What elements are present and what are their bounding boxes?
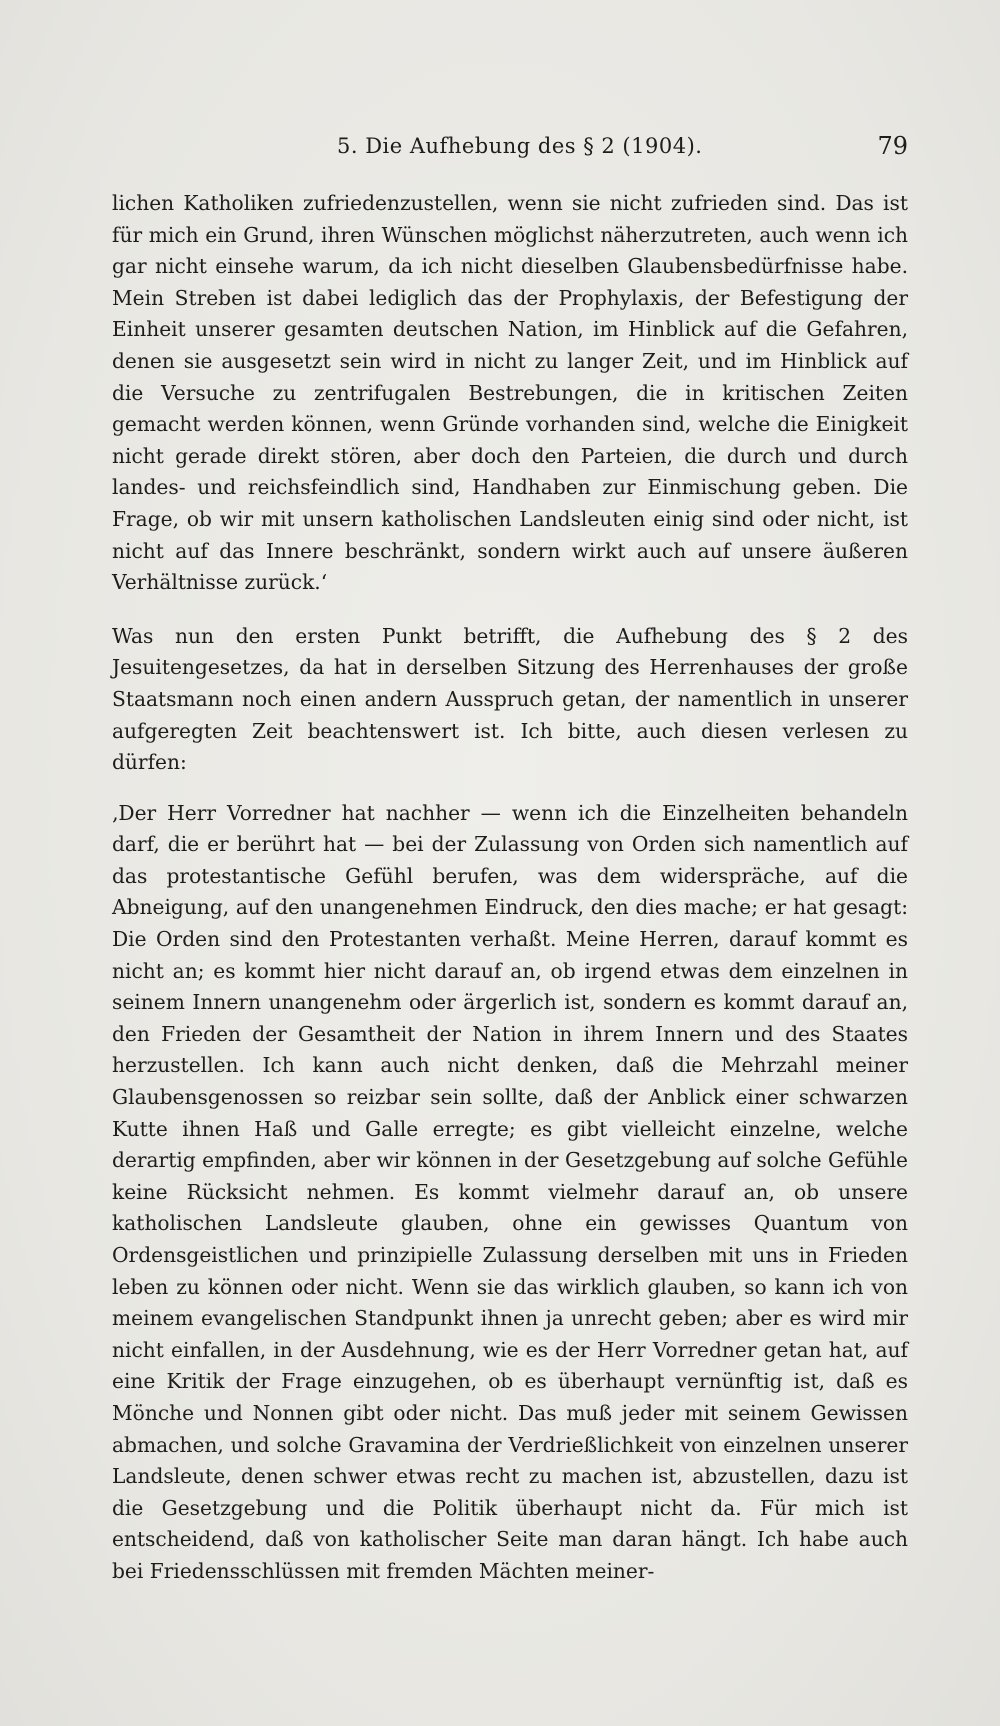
running-head [112,134,908,168]
paragraph-quotation: ‚Der Herr Vorredner hat nachher — wenn ich die Einzelheiten behandeln darf, die er berührt hat — bei der Zulassung von Orden sich namentlich auf das protestantische Gefühl berufen, was dem widerspräche, auf die Abneigung, auf den unangenehmen Eindruck, den dies mache; er hat gesagt: Die Orden sind den Protestanten verhaßt. Meine Herren, darauf kommt es nicht an; es kommt hier nicht darauf an, ob irgend etwas dem einzelnen in seinem Innern unangenehm oder ärgerlich ist, sondern es kommt darauf an, den Frieden der Gesamtheit der Nation in ihrem Innern und des Staates herzustellen. Ich kann auch nicht denken, daß die Mehrzahl meiner Glaubensgenossen so reizbar sein sollte, daß der Anblick einer schwarzen Kutte ihnen Haß und Galle erregte; es gibt vielleicht einzelne, welche derartig empfinden, aber wir können in der Gesetzgebung auf solche Gefühle keine Rücksicht nehmen. Es kommt vielmehr darauf an, ob unsere katholischen Landsleute glauben, ohne ein gewisses Quantum von Ordensgeistlichen und prinzipielle Zulassung derselben mit uns in Frieden leben zu können oder nicht. Wenn sie das wirklich glauben, so kann ich von meinem evangelischen Standpunkt ihnen ja unrecht geben; aber es wird mir nicht einfallen, in der Ausdehnung, wie es der Herr Vorredner getan hat, auf eine Kritik der Frage einzugehen, ob es überhaupt vernünftig ist, daß es Mönche und Nonnen gibt oder nicht. Das muß jeder mit seinem Gewissen abmachen, und solche Gravamina der Verdrießlichkeit von einzelnen unserer Landsleute, denen schwer etwas recht zu machen ist, abzustellen, dazu ist die Gesetzgebung und die Politik überhaupt nicht da. Für mich ist entscheidend, daß von katholischer Seite man daran hängt. Ich habe auch bei Friedensschlüssen mit fremden Mächten meiner- [112,800,908,1583]
body-text [112,188,908,1588]
paragraph-spacer [112,599,908,621]
paragraph-jesuit-law: Was nun den ersten Punkt betrifft, die Aufhebung des § 2 des Jesuitengesetzes, da hat in derselben Sitzung des Herrenhauses der große Staatsmann noch einen andern Ausspruch getan, der namentlich in unserer aufgeregten Zeit beachtenswert ist. Ich bitte, auch diesen verlesen zu dürfen: [112,623,908,775]
paragraph-continuation: lichen Katholiken zufriedenzustellen, wenn sie nicht zufrieden sind. Das ist für mich ein Grund, ihren Wünschen möglichst näherzutreten, auch wenn ich gar nicht einsehe warum, da ich nicht dieselben Glaubensbedürfnisse habe. Mein Streben ist dabei lediglich das der Prophylaxis, der Befestigung der Einheit unserer gesamten deutschen Nation, im Hinblick auf die Gefahren, denen sie ausgesetzt sein wird in nicht zu langer Zeit, und im Hinblick auf die Versuche zu zentrifugalen Bestrebungen, die in kritischen Zeiten gemacht werden können, wenn Gründe vorhanden sind, welche die Einigkeit nicht gerade direkt stören, aber doch den Parteien, die durch und durch landes- und reichsfeindlich sind, Handhaben zur Einmischung geben. Die Frage, ob wir mit unsern katholischen Landsleuten einig sind oder nicht, ist nicht auf das Innere beschränkt, sondern wirkt auch auf unsere äußeren Verhältnisse zurück.‘ [112,191,908,595]
chapter-running-title: 5. Die Aufhebung des § 2 (1904). [337,134,703,158]
paragraph-spacer [112,779,908,798]
page-number: 79 [877,132,908,160]
